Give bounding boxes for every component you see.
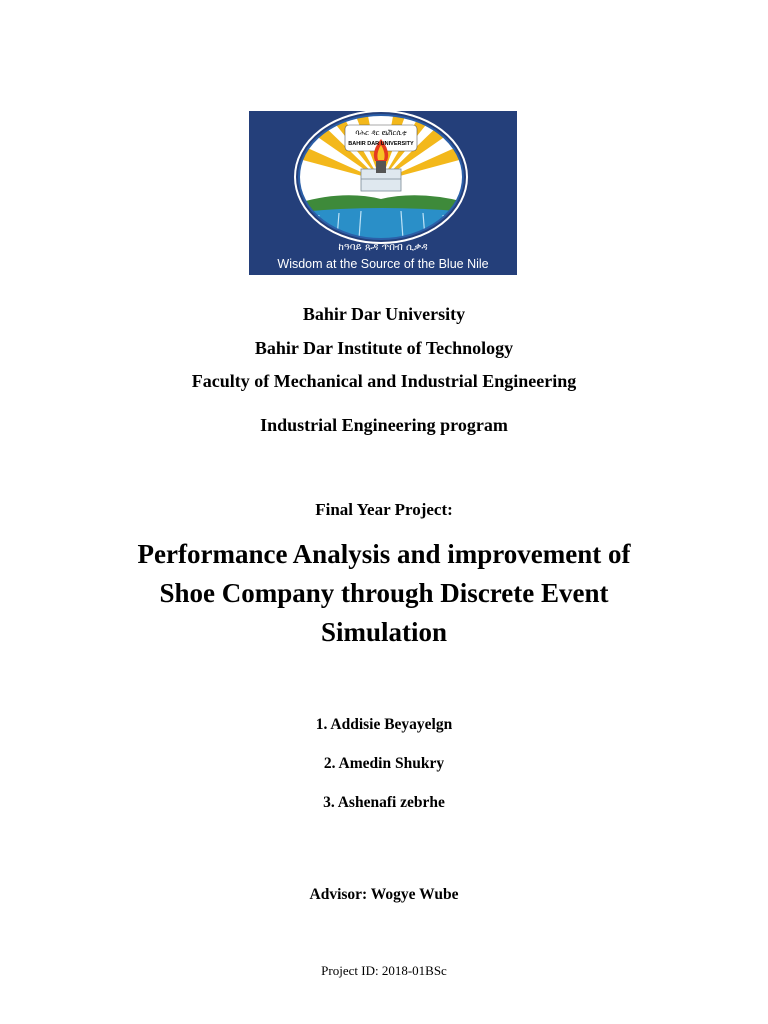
program-name: Industrial Engineering program <box>260 415 508 435</box>
institute-name: Bahir Dar Institute of Technology <box>254 338 514 358</box>
author-1: 1. Addisie Beyayelgn <box>315 716 453 733</box>
project-title <box>60 535 708 652</box>
author-2: 2. Amedin Shukry <box>323 755 445 772</box>
seal-top-text: ባሕር ዳር ዩኒቨርሲቲ <box>355 129 407 137</box>
project-label: Final Year Project: <box>315 500 453 519</box>
logo-amharic-motto: ከዓባይ ጹዳ ጥበብ ሲቃዳ <box>338 242 428 253</box>
seal-name-text: BAHIR DAR UNIVERSITY <box>348 141 414 147</box>
author-3: 3. Ashenafi zebrhe <box>323 794 445 811</box>
advisor: Advisor: Wogye Wube <box>309 886 459 903</box>
project-title-line: Simulation <box>320 617 448 647</box>
university-name: Bahir Dar University <box>302 304 466 324</box>
faculty-name: Faculty of Mechanical and Industrial Engineering <box>191 371 577 391</box>
project-title-line: Performance Analysis and improvement of <box>137 539 631 569</box>
university-logo <box>249 111 517 275</box>
logo-motto: Wisdom at the Source of the Blue Nile <box>277 257 489 271</box>
project-title-line: Shoe Company through Discrete Event <box>159 578 609 608</box>
project-id: Project ID: 2018-01BSc <box>321 963 447 978</box>
